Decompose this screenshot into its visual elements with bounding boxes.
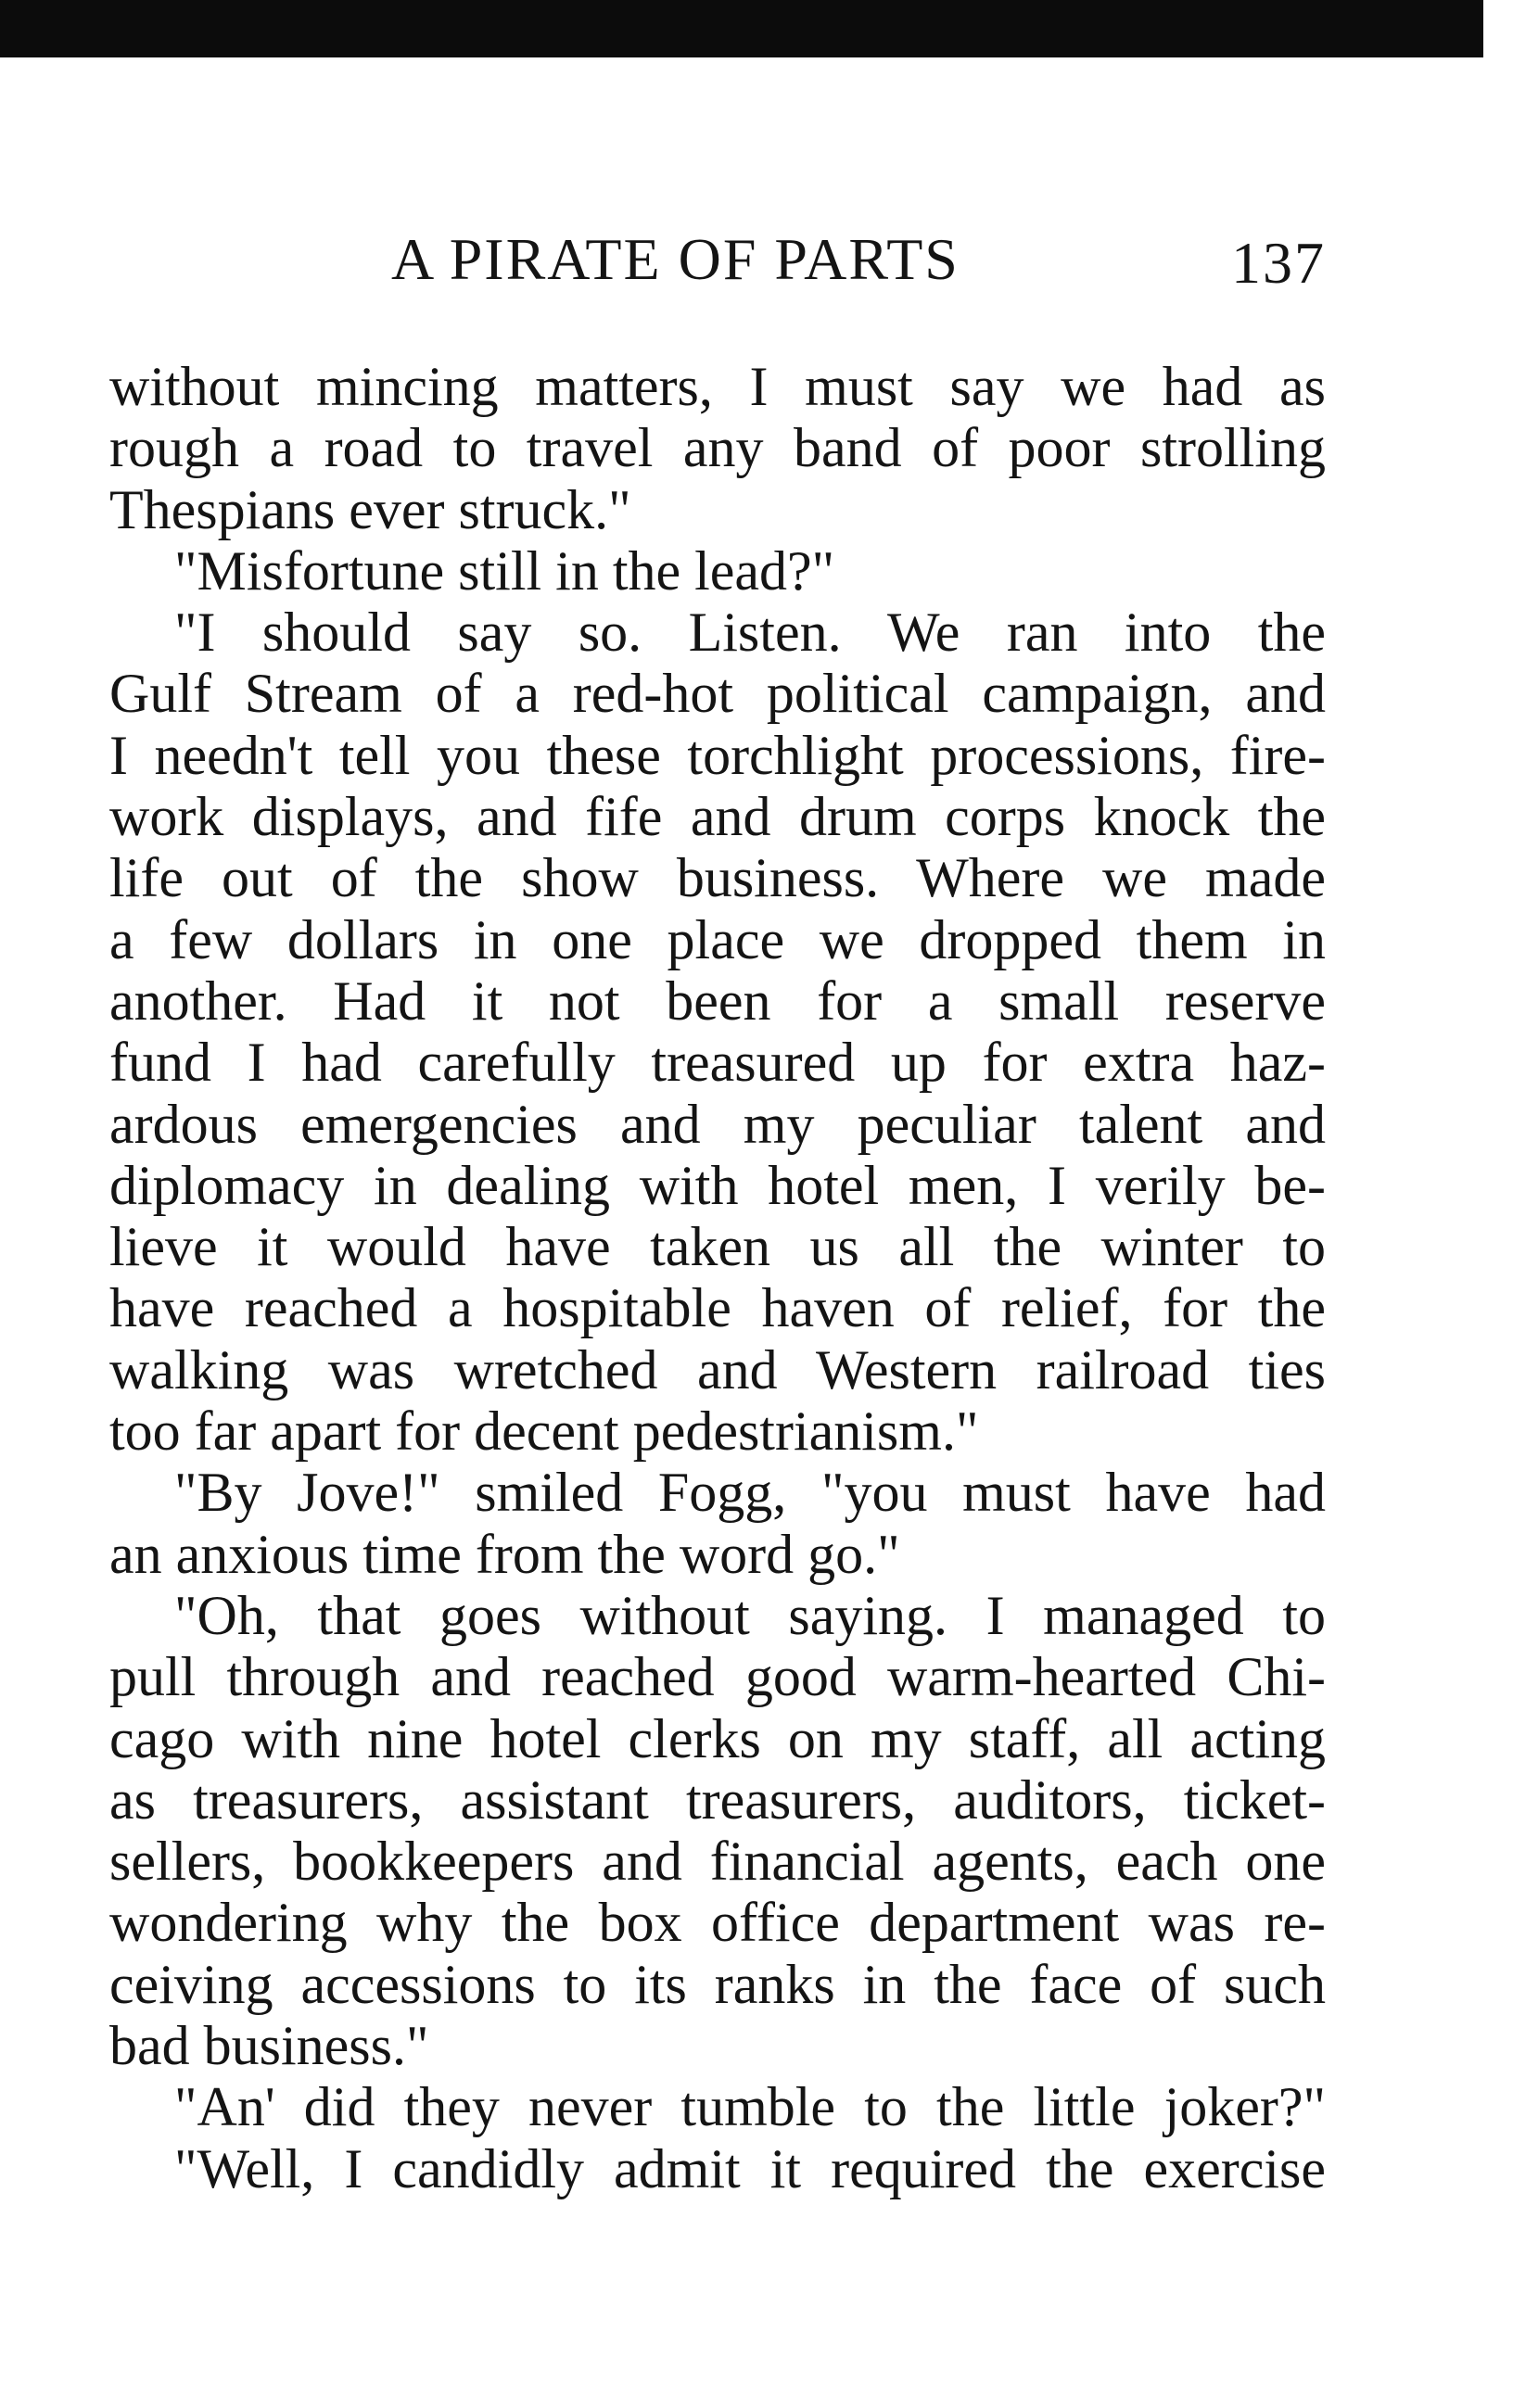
text-line: "Misfortune still in the lead?"	[174, 539, 835, 602]
top-scan-border	[0, 0, 1483, 57]
text-line: ardous emergencies and my peculiar talent and	[109, 1093, 1326, 1155]
text-line: "By Jove!" smiled Fogg, "you must have had	[174, 1462, 1326, 1524]
body-text	[109, 356, 1326, 2199]
text-line: ceiving accessions to its ranks in the face of such	[109, 1953, 1326, 2015]
text-line: Thespians ever struck."	[109, 478, 631, 540]
text-line: rough a road to travel any band of poor strolling	[109, 417, 1326, 479]
text-line: as treasurers, assistant treasurers, auditors, ticket-	[109, 1768, 1326, 1831]
text-line: "Oh, that goes without saying. I managed to	[174, 1584, 1326, 1646]
text-line: Gulf Stream of a red-hot political campaign, and	[109, 663, 1326, 725]
text-line: work displays, and fife and drum corps knock the	[109, 786, 1326, 848]
text-line: fund I had carefully treasured up for extra haz-	[109, 1032, 1326, 1094]
text-line: too far apart for decent pedestrianism."	[109, 1400, 979, 1463]
text-line: "Well, I candidly admit it required the exercise	[174, 2137, 1326, 2199]
text-line: lieve it would have taken us all the winter to	[109, 1216, 1326, 1278]
text-line: have reached a hospitable haven of relief, for the	[109, 1277, 1326, 1339]
text-line: cago with nine hotel clerks on my staff, all acting	[109, 1707, 1326, 1769]
text-line: without mincing matters, I must say we had as	[109, 356, 1326, 417]
text-line: a few dollars in one place we dropped them in	[109, 908, 1326, 970]
text-line: "I should say so. Listen. We ran into the	[174, 602, 1326, 664]
text-line: wondering why the box office department was re-	[109, 1892, 1326, 1954]
text-line: diplomacy in dealing with hotel men, I verily be-	[109, 1154, 1326, 1216]
page-number: 137	[1231, 230, 1326, 296]
running-title: A PIRATE OF PARTS	[391, 226, 960, 292]
text-line: walking was wretched and Western railroad ties	[109, 1338, 1326, 1400]
text-line: sellers, bookkeepers and financial agents, each one	[109, 1831, 1326, 1893]
text-line: bad business."	[109, 2015, 429, 2077]
text-line: life out of the show business. Where we made	[109, 847, 1326, 909]
text-line: "An' did they never tumble to the little joker?"	[174, 2076, 1326, 2138]
text-line: pull through and reached good warm-hearted Chi-	[109, 1646, 1326, 1708]
text-line: another. Had it not been for a small reserve	[109, 970, 1326, 1032]
text-line: an anxious time from the word go."	[109, 1523, 900, 1585]
text-line: I needn't tell you these torchlight processions, fire-	[109, 724, 1326, 786]
